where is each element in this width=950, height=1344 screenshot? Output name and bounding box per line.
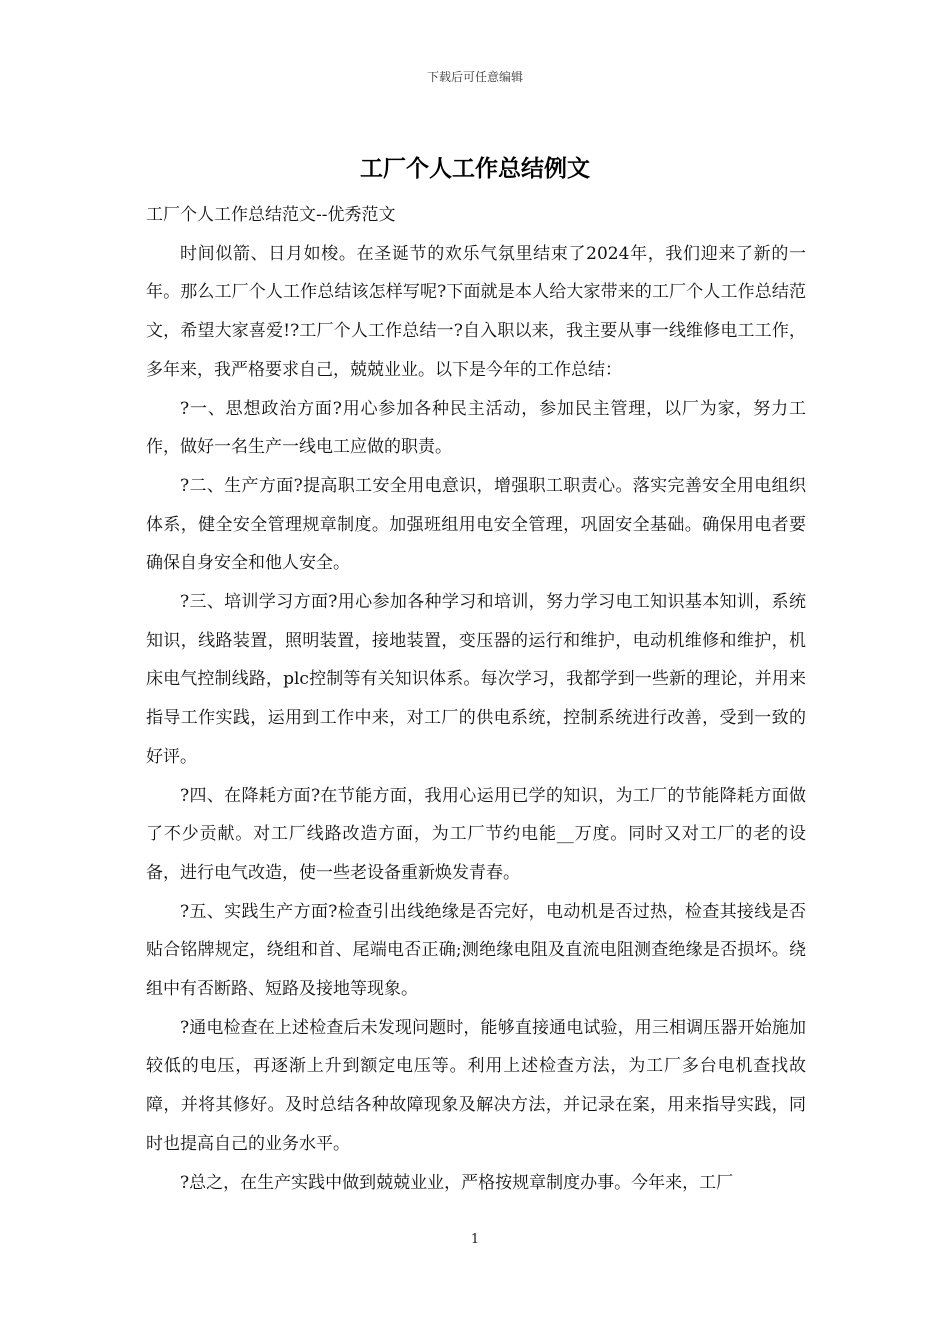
document-title: 工厂个人工作总结例文 — [360, 155, 590, 182]
paragraph-training: ?三、培训学习方面?用心参加各种学习和培训，努力学习电工知识基本知训，系统知识，线路装置，照明装置，接地装置，变压器的运行和维护，电动机维修和维护，机床电气控制线路，plc控制等有关知识体系。每次学习，我都学到一些新的理论，并用来指导工作实践，运用到工作中来，对工厂的供电系统，控制系统进行改善，受到一致的好评。 — [146, 592, 806, 767]
paragraph-production: ?二、生产方面?提高职工安全用电意识，增强职工职责心。落实完善安全用电组织体系，健全安全管理规章制度。加强班组用电安全管理，巩固安全基础。确保用电者要确保自身安全和他人安全。 — [146, 475, 806, 574]
paragraph-practice: ?五、实践生产方面?检查引出线绝缘是否完好，电动机是否过热，检查其接线是否贴合铭牌规定，绕组和首、尾端电否正确;测绝缘电阻及直流电阻测查绝缘是否损坏。绕组中有否断路、短路及接地等现象。 — [146, 901, 806, 1000]
page-number: 1 — [470, 1232, 480, 1247]
page-header: 下载后可任意编辑 — [426, 70, 523, 84]
paragraph-summary: ?总之，在生产实践中做到兢兢业业，严格按规章制度办事。今年来，工厂 — [180, 1172, 734, 1193]
paragraph-intro: 时间似箭、日月如梭。在圣诞节的欢乐气氛里结束了2024年，我们迎来了新的一年。那么工厂个人工作总结该怎样写呢?下面就是本人给大家带来的工厂个人工作总结范文，希望大家喜爱!?工厂个人工作总结一?自入职以来，我主要从事一线维修电工工作，多年来，我严格要求自己，兢兢业业。以下是今年的工作总结： — [146, 243, 806, 380]
document-body — [146, 196, 806, 1202]
document-subtitle: 工厂个人工作总结范文--优秀范文 — [146, 205, 396, 225]
paragraph-political: ?一、思想政治方面?用心参加各种民主活动，参加民主管理，以厂为家，努力工作，做好一名生产一线电工应做的职责。 — [146, 398, 806, 458]
paragraph-energy-saving: ?四、在降耗方面?在节能方面，我用心运用已学的知识，为工厂的节能降耗方面做了不少贡献。对工厂线路改造方面，为工厂节约电能__万度。同时又对工厂的老的设备，进行电气改造，使一些老设备重新焕发青春。 — [146, 785, 806, 883]
paragraph-power-test: ?通电检查在上述检查后未发现问题时，能够直接通电试验，用三相调压器开始施加较低的电压，再逐渐上升到额定电压等。利用上述检查方法，为工厂多台电机查找故障，并将其修好。及时总结各种故障现象及解决方法，并记录在案，用来指导实践，同时也提高自己的业务水平。 — [146, 1017, 806, 1154]
